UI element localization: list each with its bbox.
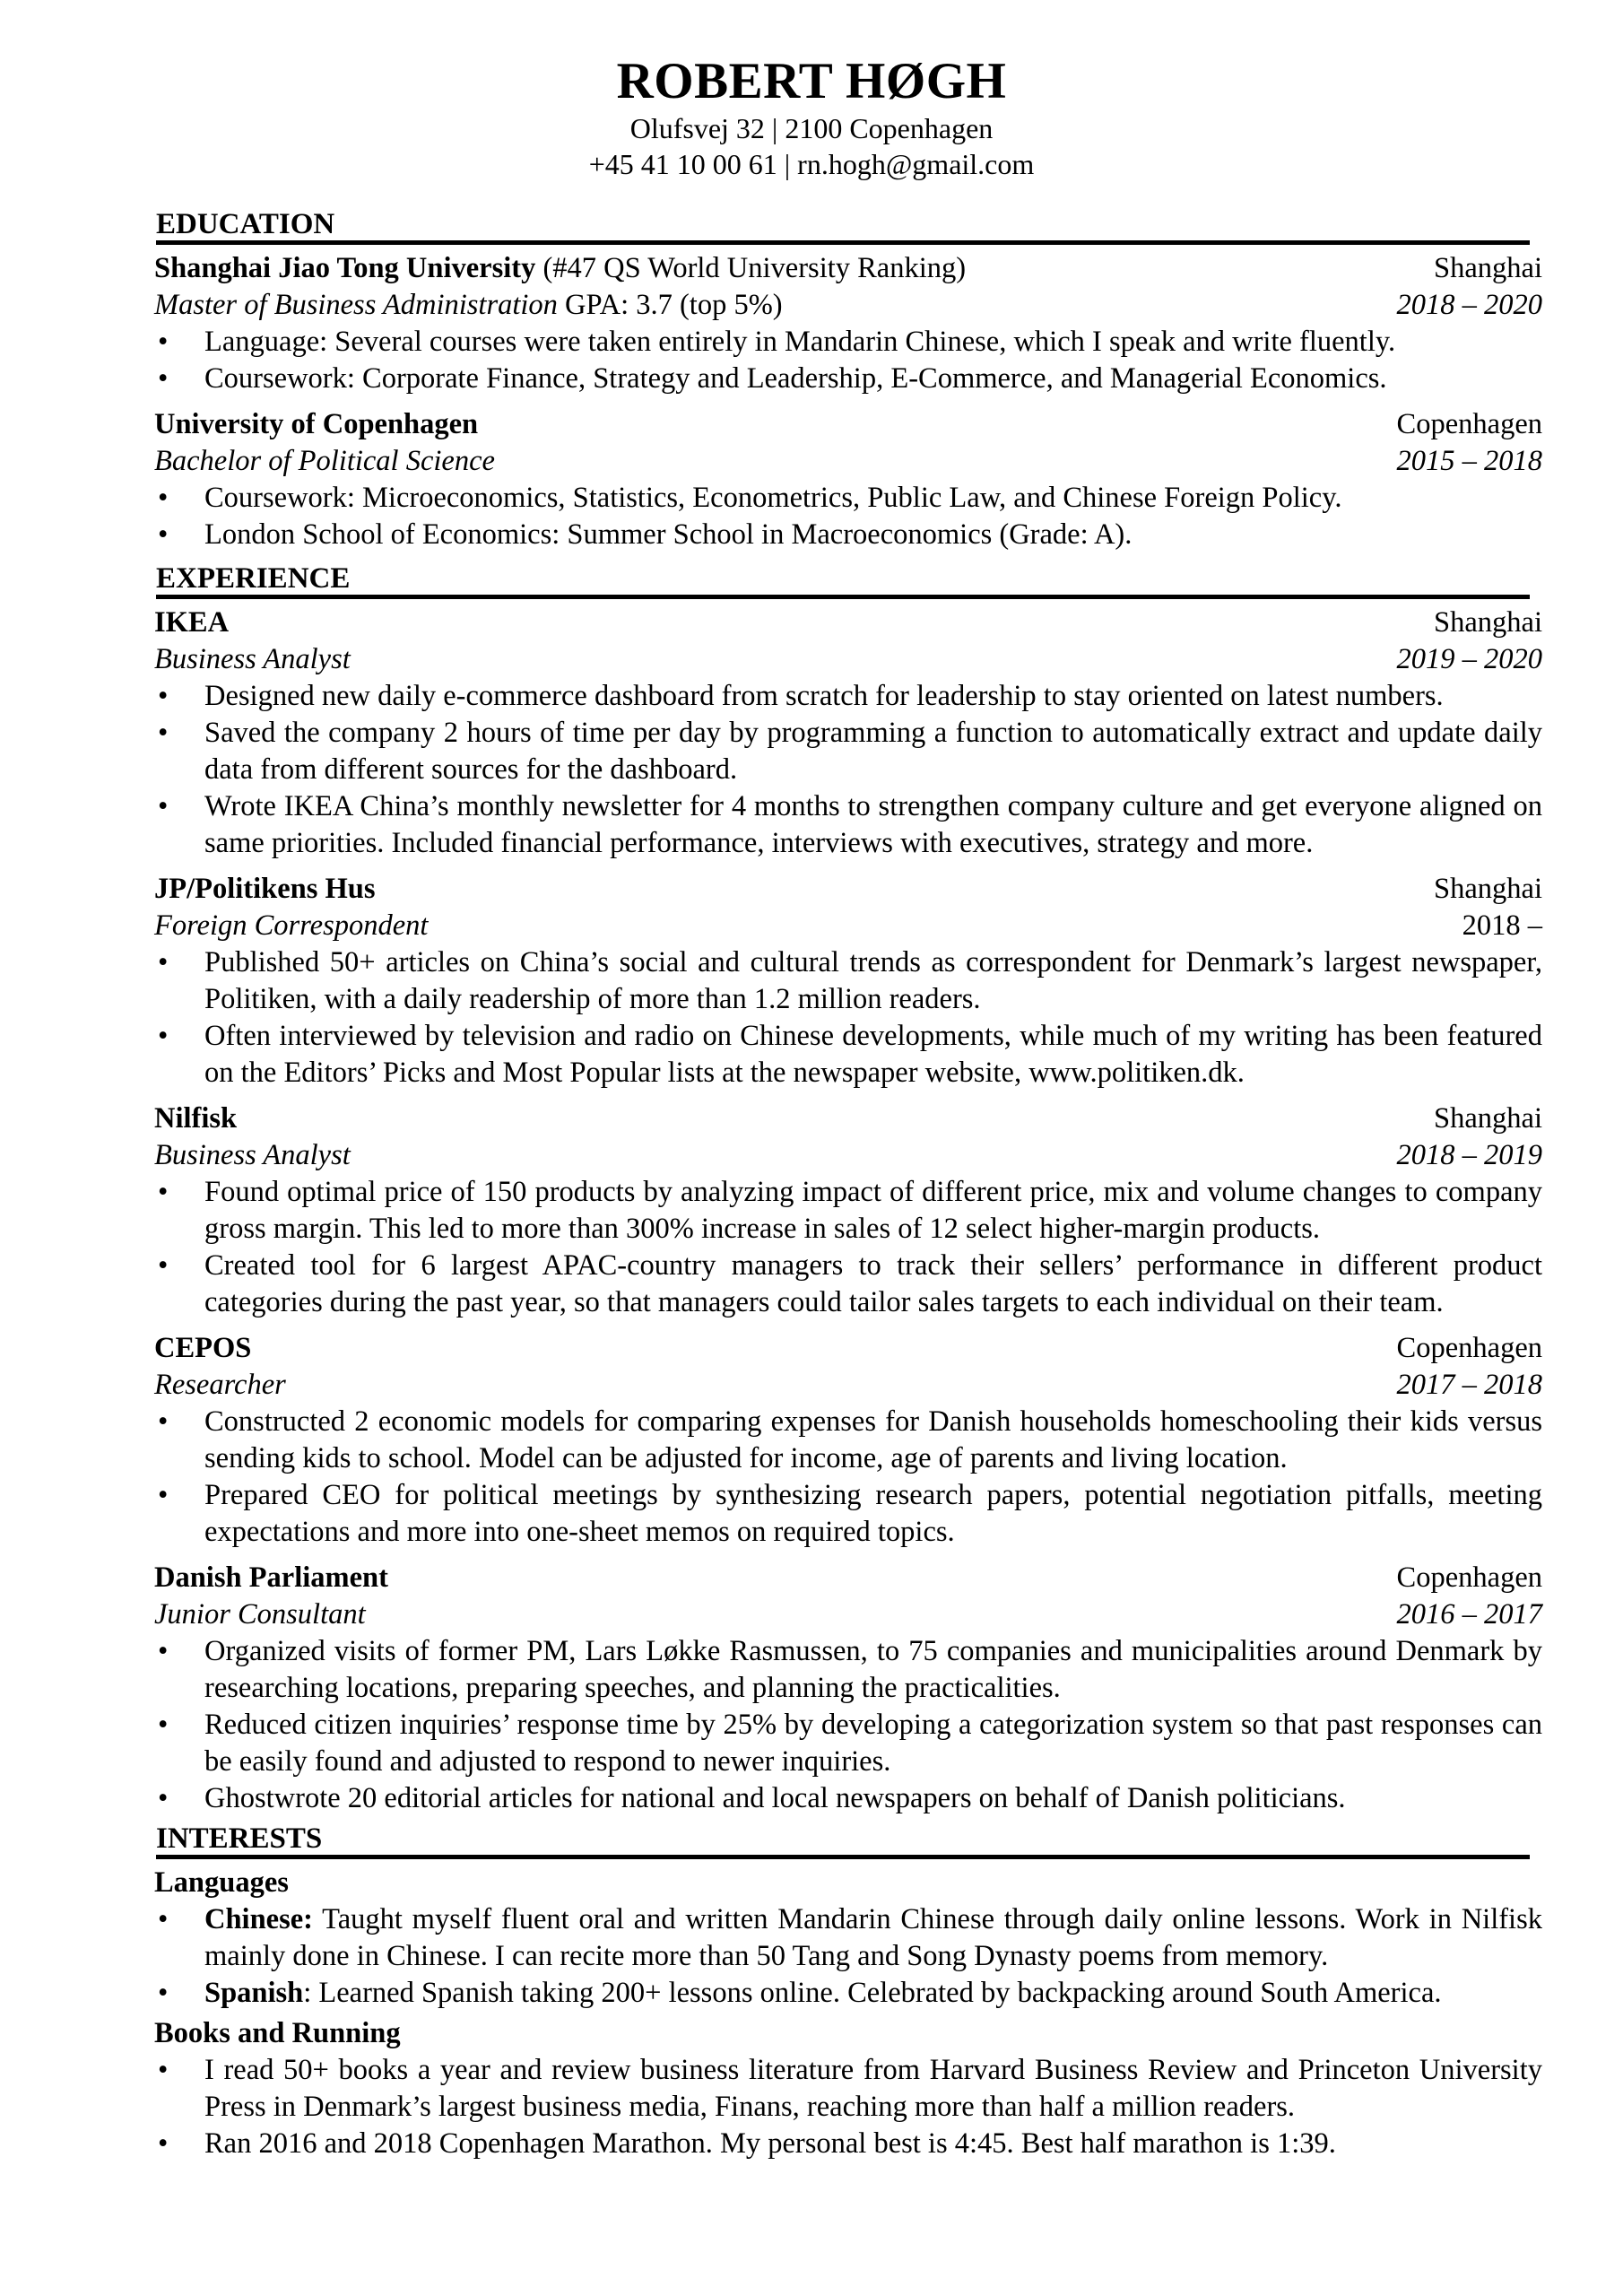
- bullet-item: • Organized visits of former PM, Lars Løkke Rasmussen, to 75 companies and municipalities around Denmark by researching locations, preparing speeches, and planning the practicalities.: [154, 1633, 1542, 1707]
- experience-heading: EXPERIENCE: [156, 562, 1530, 599]
- bullet-list: [154, 1901, 1542, 2012]
- degree: Bachelor of Political Science: [154, 445, 495, 477]
- bullet-item: • Often interviewed by television and radio on Chinese developments, while much of my writing has been featured on the Editors’ Picks and Most Popular lists at the newspaper website, www.politiken.dk.: [154, 1018, 1542, 1091]
- dates: 2017 – 2018: [1396, 1369, 1542, 1401]
- bullet-item: • Wrote IKEA China’s monthly newsletter for 4 months to strengthen company culture and get everyone aligned on same priorities. Included financial performance, interviews with executives, strategy and more.: [154, 788, 1542, 862]
- dates: 2018 – 2019: [1396, 1139, 1542, 1171]
- languages-block: [154, 1865, 1542, 2012]
- location: Shanghai: [1434, 606, 1542, 639]
- resume-body: [154, 203, 1542, 2171]
- bullet-item: • I read 50+ books a year and review business literature from Harvard Business Review and Princeton University Press in Denmark’s largest business media, Finans, reaching more than half a million readers.: [154, 2052, 1542, 2126]
- bullet-item: [154, 1901, 1542, 1975]
- education-entry: [154, 406, 1542, 553]
- experience-entry: [154, 604, 1542, 862]
- location: Shanghai: [1434, 1102, 1542, 1135]
- company-name: IKEA: [154, 606, 230, 639]
- bullet-item: • Found optimal price of 150 products by analyzing impact of different price, mix and volume changes to company gross margin. This led to more than 300% increase in sales of 12 select higher-margin products.: [154, 1174, 1542, 1248]
- bullet-item: • Ran 2016 and 2018 Copenhagen Marathon. My personal best is 4:45. Best half marathon is 1:39.: [154, 2126, 1542, 2162]
- experience-entry: [154, 1100, 1542, 1321]
- bullet-list: [154, 324, 1542, 397]
- location: Shanghai: [1434, 252, 1542, 284]
- books-subheading: Books and Running: [154, 2017, 401, 2049]
- dates: 2019 – 2020: [1396, 643, 1542, 675]
- bullet-item: [154, 1975, 1542, 2012]
- bullet-item: • Coursework: Corporate Finance, Strategy and Leadership, E-Commerce, and Managerial Economics.: [154, 361, 1542, 397]
- interest-text: : Learned Spanish taking 200+ lessons online. Celebrated by backpacking around South America.: [303, 1977, 1442, 2009]
- interest-text: Taught myself fluent oral and written Mandarin Chinese through daily online lessons. Work in Nilfisk mainly done in Chinese. I can recite more than 50 Tang and Song Dynasty poems from memory.: [204, 1903, 1542, 1972]
- bullet-item: • Designed new daily e-commerce dashboard from scratch for leadership to stay oriented on latest numbers.: [154, 678, 1542, 715]
- bullet-item: • Reduced citizen inquiries’ response time by 25% by developing a categorization system so that past responses can be easily found and adjusted to respond to newer inquiries.: [154, 1707, 1542, 1780]
- bullet-item: • Created tool for 6 largest APAC-country managers to track their sellers’ performance in different product categories during the past year, so that managers could tailor sales targets to each individual on their team.: [154, 1248, 1542, 1321]
- dates: 2015 – 2018: [1396, 445, 1542, 477]
- bullet-item: • Coursework: Microeconomics, Statistics, Econometrics, Public Law, and Chinese Foreign Policy.: [154, 480, 1542, 517]
- experience-entry: [154, 1330, 1542, 1551]
- degree-note: GPA: 3.7 (top 5%): [557, 289, 783, 321]
- company-name: Nilfisk: [154, 1102, 238, 1135]
- company-name: CEPOS: [154, 1332, 252, 1364]
- bullet-item: • Prepared CEO for political meetings by synthesizing research papers, potential negotiation pitfalls, meeting expectations and more into one-sheet memos on required topics.: [154, 1477, 1542, 1551]
- bullet-list: [154, 2052, 1542, 2162]
- degree: Master of Business Administration: [154, 289, 558, 321]
- languages-subheading: Languages: [154, 1866, 289, 1899]
- contact-line: +45 41 10 00 61 | rn.hogh@gmail.com: [588, 147, 1035, 180]
- institution-name: University of Copenhagen: [154, 408, 479, 440]
- experience-entry: [154, 871, 1542, 1091]
- bullet-list: [154, 1633, 1542, 1817]
- company-name: Danish Parliament: [154, 1561, 388, 1594]
- location: Shanghai: [1434, 873, 1542, 905]
- job-title: Researcher: [154, 1369, 286, 1401]
- bullet-list: [154, 678, 1542, 862]
- books-block: [154, 2015, 1542, 2162]
- interest-label: Spanish: [204, 1977, 304, 2009]
- job-title: Junior Consultant: [154, 1598, 366, 1631]
- dates: 2018 – 2020: [1396, 289, 1542, 321]
- institution-name: Shanghai Jiao Tong University: [154, 252, 536, 284]
- location: Copenhagen: [1396, 408, 1542, 440]
- job-title: Business Analyst: [154, 1139, 351, 1171]
- experience-entry: [154, 1560, 1542, 1817]
- job-title: Business Analyst: [154, 643, 351, 675]
- interests-heading: INTERESTS: [156, 1822, 1530, 1859]
- address-line: Olufsvej 32 | 2100 Copenhagen: [629, 111, 994, 144]
- bullet-item: • Ghostwrote 20 editorial articles for national and local newspapers on behalf of Danish politicians.: [154, 1780, 1542, 1817]
- candidate-name: ROBERT HØGH: [616, 53, 1007, 109]
- bullet-list: [154, 944, 1542, 1091]
- location: Copenhagen: [1396, 1561, 1542, 1594]
- interest-label: Chinese:: [204, 1903, 313, 1935]
- bullet-item: • Saved the company 2 hours of time per day by programming a function to automatically extract and update daily data from different sources for the dashboard.: [154, 715, 1542, 788]
- bullet-list: [154, 480, 1542, 553]
- bullet-item: • Constructed 2 economic models for comparing expenses for Danish households homeschooling their kids versus sending kids to school. Model can be adjusted for income, age of parents and living location.: [154, 1404, 1542, 1477]
- bullet-item: • Language: Several courses were taken entirely in Mandarin Chinese, which I speak and write fluently.: [154, 324, 1542, 361]
- dates: 2018 –: [1462, 909, 1542, 942]
- education-heading: EDUCATION: [156, 208, 1530, 245]
- resume-header: [0, 54, 1623, 182]
- bullet-list: [154, 1404, 1542, 1551]
- company-name: JP/Politikens Hus: [154, 873, 376, 905]
- bullet-list: [154, 1174, 1542, 1321]
- institution-note: (#47 QS World University Ranking): [535, 252, 967, 284]
- dates: 2016 – 2017: [1396, 1598, 1542, 1631]
- job-title: Foreign Correspondent: [154, 909, 429, 942]
- location: Copenhagen: [1396, 1332, 1542, 1364]
- bullet-item: • London School of Economics: Summer School in Macroeconomics (Grade: A).: [154, 517, 1542, 553]
- bullet-item: • Published 50+ articles on China’s social and cultural trends as correspondent for Denmark’s largest newspaper, Politiken, with a daily readership of more than 1.2 million readers.: [154, 944, 1542, 1018]
- education-entry: [154, 250, 1542, 397]
